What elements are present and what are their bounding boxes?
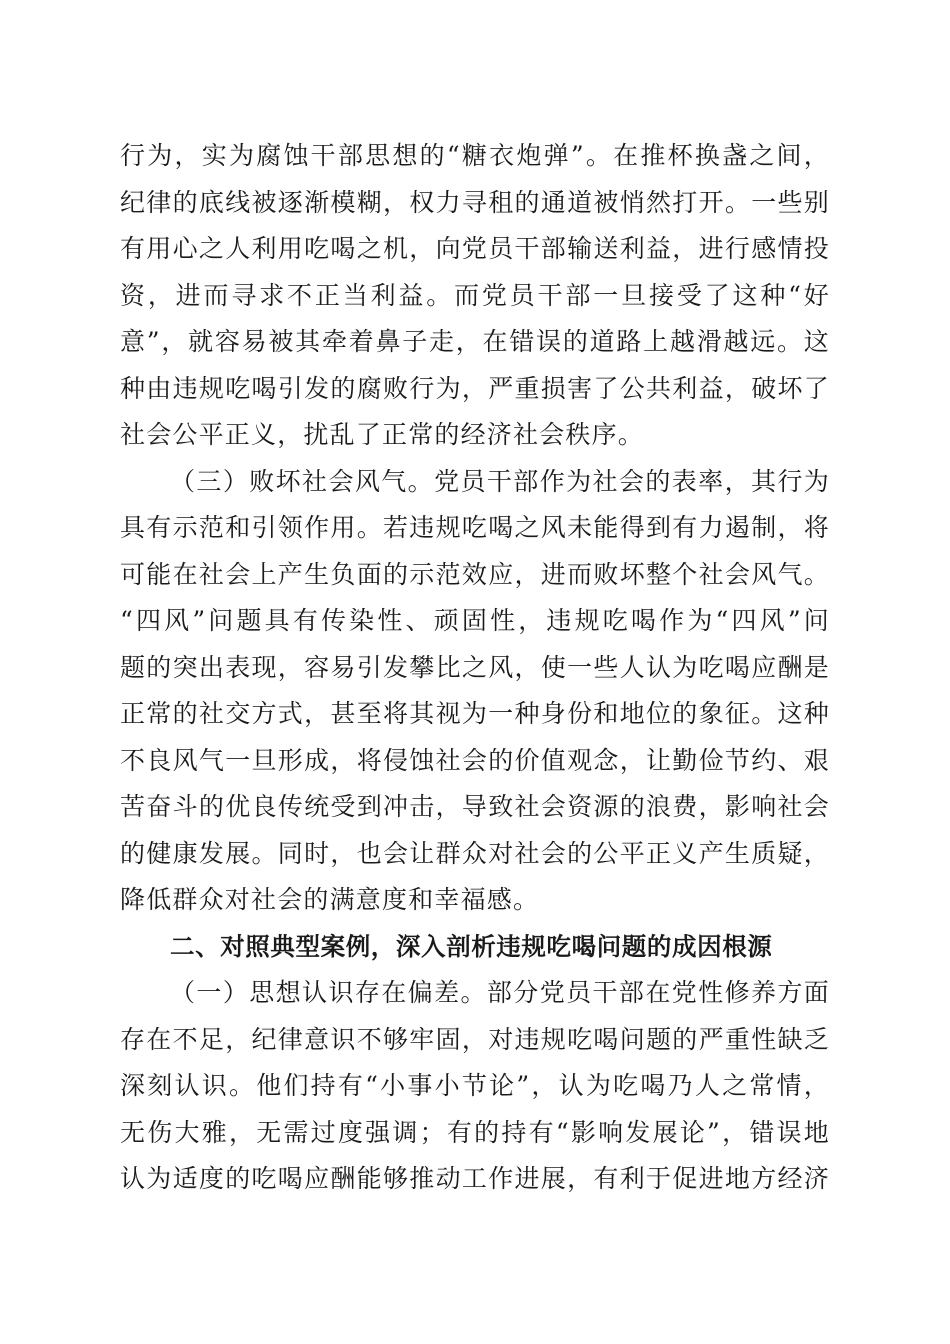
text-line: 正常的社交方式，甚至将其视为一种身份和地位的象征。这种 — [120, 699, 830, 728]
text-line: 认为适度的吃喝应酬能够推动工作进展，有利于促进地方经济 — [120, 1164, 830, 1193]
text-line: “四风”问题具有传染性、顽固性，违规吃喝作为“四风”问 — [120, 606, 830, 635]
text-line: 种由违规吃喝引发的腐败行为，严重损害了公共利益，破坏了 — [120, 373, 830, 403]
text-line: 纪律的底线被逐渐模糊，权力寻租的通道被悄然打开。一些别 — [120, 187, 830, 217]
text-line-indented: （三）败坏社会风气。党员干部作为社会的表率，其行为 — [170, 466, 830, 496]
text-line: 题的突出表现，容易引发攀比之风，使一些人认为吃喝应酬是 — [120, 652, 830, 682]
document-body — [120, 133, 830, 1203]
paragraph-ideological-bias — [120, 970, 830, 1203]
text-line: 资，进而寻求不正当利益。而党员干部一旦接受了这种“好 — [120, 280, 830, 310]
text-line: 有用心之人利用吃喝之机，向党员干部输送利益，进行感情投 — [120, 234, 830, 263]
text-line: 具有示范和引领作用。若违规吃喝之风未能得到有力遏制，将 — [120, 513, 830, 542]
paragraph-corruption-harm — [120, 133, 830, 459]
text-line-indented: （一）思想认识存在偏差。部分党员干部在党性修养方面 — [170, 978, 830, 1007]
section-heading: 二、对照典型案例，深入剖析违规吃喝问题的成因根源 — [170, 931, 773, 961]
text-line: 意”，就容易被其牵着鼻子走，在错误的道路上越滑越远。这 — [120, 327, 830, 356]
text-line: 无伤大雅，无需过度强调；有的持有“影响发展论”，错误地 — [120, 1117, 830, 1147]
text-line: 社会公平正义，扰乱了正常的经济社会秩序。 — [120, 420, 645, 449]
text-line: 不良风气一旦形成，将侵蚀社会的价值观念，让勤俭节约、艰 — [120, 745, 830, 775]
text-line: 深刻认识。他们持有“小事小节论”，认为吃喝乃人之常情， — [120, 1071, 830, 1100]
text-line: 行为，实为腐蚀干部思想的“糖衣炮弹”。在推杯换盏之间， — [120, 141, 830, 170]
text-line: 苦奋斗的优良传统受到冲击，导致社会资源的浪费，影响社会 — [120, 792, 830, 821]
text-line: 的健康发展。同时，也会让群众对社会的公平正义产生质疑， — [120, 838, 830, 868]
paragraph-social-atmosphere — [120, 459, 830, 924]
text-line: 存在不足，纪律意识不够牢固，对违规吃喝问题的严重性缺乏 — [120, 1024, 830, 1054]
text-line: 可能在社会上产生负面的示范效应，进而败坏整个社会风气。 — [120, 559, 830, 589]
text-line: 降低群众对社会的满意度和幸福感。 — [120, 885, 540, 914]
